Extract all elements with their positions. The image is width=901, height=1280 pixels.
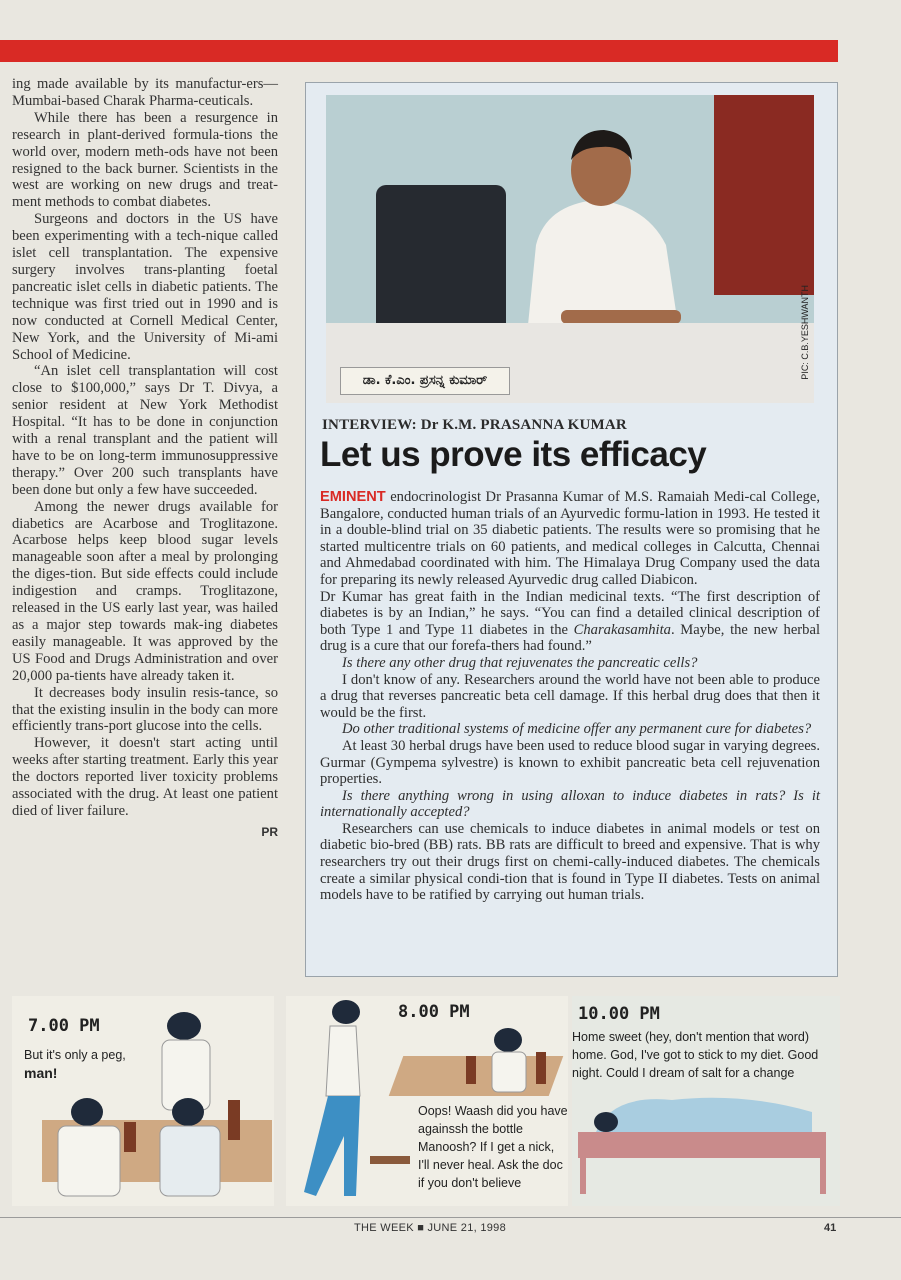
doctor-photo bbox=[326, 95, 814, 403]
left-paragraph: However, it doesn't start acting until weeks after starting treatment. Early this year the doctors reported liver toxicity problems associated with the drug. At least one patient died of liver failure. bbox=[12, 735, 278, 819]
answer-1: I don't know of any. Researchers around the world have not been able to produce a drug that reverses pancreatic beta cell damage. If this herbal drug does that then it would be the first. bbox=[320, 671, 820, 721]
panel-3-time: 10.00 PM bbox=[578, 1004, 660, 1024]
author-signature: PR bbox=[261, 824, 278, 839]
question-2: Do other traditional systems of medicine offer any permanent cure for diabetes? bbox=[342, 721, 812, 738]
quote-italic: Charakasamhita bbox=[573, 621, 671, 638]
answer-2: At least 30 herbal drugs have been used to reduce blood sugar in varying degrees. Gurmar (Gympema sylvestre) is known to exhibit pancreatic beta cell rejuvenation properties. bbox=[320, 737, 820, 788]
cartoon-strip bbox=[12, 996, 840, 1212]
left-paragraph: Surgeons and doctors in the US have been experimenting with a tech-nique called islet cell transplantation. The expensive surgery involves trans-planting foetal pancreatic islet cells in diabetic patients. The technique was first tried out in 1990 and is now conducted at Cornell Medical Center, New York, and the University of Mi-ami School of Medicine. bbox=[12, 211, 278, 363]
left-paragraph: ing made available by its manufactur-ers—Mumbai-based Charak Pharma-ceuticals. bbox=[12, 76, 278, 109]
footer-publication: THE WEEK ■ JUNE 21, 1998 bbox=[354, 1222, 507, 1234]
footer-rule bbox=[0, 1217, 901, 1218]
left-article-column bbox=[12, 76, 278, 841]
doctor-figure bbox=[506, 115, 696, 345]
question-3: Is there anything wrong in using alloxan to induce diabetes in rats? Is it internationally accepted? bbox=[320, 787, 820, 821]
quote-paragraph bbox=[320, 589, 820, 655]
quote-text-b: . Maybe, the new herbal drug is a cure that our forefa-thers had found.” bbox=[320, 621, 820, 655]
left-paragraph: While there has been a resurgence in research in plant-derived formula-tions the world over, modern meth-ods have not been resigned to the back burner. Scientists in the west are working on new drugs and treat-ment methods to combat diabetes. bbox=[12, 109, 278, 211]
left-paragraph: It decreases body insulin resis-tance, so that the existing insulin in the body can more efficiently trans-port glucose into the cells. bbox=[12, 684, 278, 735]
interview-kicker: INTERVIEW: Dr K.M. PRASANNA KUMAR bbox=[322, 417, 627, 433]
panel-1-caption-b: man! bbox=[24, 1065, 58, 1081]
lead-word: EMINENT bbox=[320, 489, 386, 505]
cartoon-panel-3 bbox=[572, 996, 840, 1206]
header-red-bar bbox=[0, 40, 838, 62]
panel-1-drinkers-illustration bbox=[32, 1004, 272, 1204]
left-paragraph: Among the newer drugs available for diabetics are Acarbose and Troglitazone. Acarbose helps keep blood sugar levels manageable soon after a meal by prolonging the diges-tion. But side effects could include indigestion and cramps. Troglitazone, released in the US early last year, was hailed as a major step towards mak-ing diabetes easily manageable. It was approved by the US Food and Drugs Administration and over 20,000 pa-tients have already taken it. bbox=[12, 498, 278, 684]
panel-3-caption: Home sweet (hey, don't mention that word) home. God, I've got to stick to my diet. Good night. Could I dream of salt for a change bbox=[572, 1030, 819, 1080]
panel-1-time: 7.00 PM bbox=[28, 1016, 100, 1036]
question-1: Is there any other drug that rejuvenates the pancreatic cells? bbox=[342, 654, 698, 671]
interview-box bbox=[305, 82, 838, 977]
panel-3-bed-illustration bbox=[572, 1082, 840, 1202]
panel-1-caption-a: But it's only a peg, bbox=[24, 1048, 126, 1062]
name-plate: ಡಾ. ಕೆ.ಎಂ. ಪ್ರಸನ್ನ ಕುಮಾರ್ bbox=[340, 367, 510, 395]
cartoon-panel-2 bbox=[286, 996, 568, 1206]
panel-2-time: 8.00 PM bbox=[398, 1002, 470, 1022]
quote-text-a: Dr Kumar has great faith in the Indian medicinal texts. “The first description of diabetes is by an Indian,” he says. “You can find a detailed clinical description of both Type 1 and Type 11 diabetes in the bbox=[320, 588, 820, 638]
interview-body bbox=[320, 489, 820, 904]
office-chair bbox=[376, 185, 506, 335]
photo-wall-panel bbox=[714, 95, 814, 295]
intro-paragraph bbox=[320, 489, 820, 589]
cartoon-panel-1 bbox=[12, 996, 274, 1206]
interview-headline: Let us prove its efficacy bbox=[320, 435, 707, 474]
answer-3: Researchers can use chemicals to induce diabetes in animal models or test on diabetic bio-bred (BB) rats. BB rats are difficult to breed and expensive. That is why researchers try out their drugs first on chemi-cally-induced diabetes. The chemicals create a similar physical condi-tion that is found in Type II diabetes. Tests on animal models have to be ratified by carrying out human trials. bbox=[320, 820, 820, 904]
intro-text: endocrinologist Dr Prasanna Kumar of M.S. Ramaiah Medi-cal College, Bangalore, conducted human trials of an Ayurvedic formu-lation in 1993. He tested it in a double-blind trial on 35 diabetic patients. The results were so promising that he started multicentre trials on 60 patients, and medical colleges in Calcutta, Chennai and Ahmedabad coordinated with him. The Himalaya Drug Company used the data for preparing its newly released Ayurvedic drug called Diabicon. bbox=[320, 489, 820, 588]
panel-2-caption: Oops! Waash did you have againssh the bottle Manoosh? If I get a nick, I'll never heal. Ask the doc if you don't believe bbox=[418, 1104, 568, 1190]
page-number: 41 bbox=[824, 1222, 837, 1234]
left-paragraph: “An islet cell transplantation will cost close to $100,000,” says Dr T. Divya, a senior resident at New York Methodist Hospital. “It has to be done in conjunction with a renal transplant and the patient will have to be on long-term immunosuppressive therapy.” Over 200 such transplants have been done but only a few have succeeded. bbox=[12, 363, 278, 498]
photo-credit: PIC: C.B.YESHWANTH bbox=[800, 285, 810, 380]
